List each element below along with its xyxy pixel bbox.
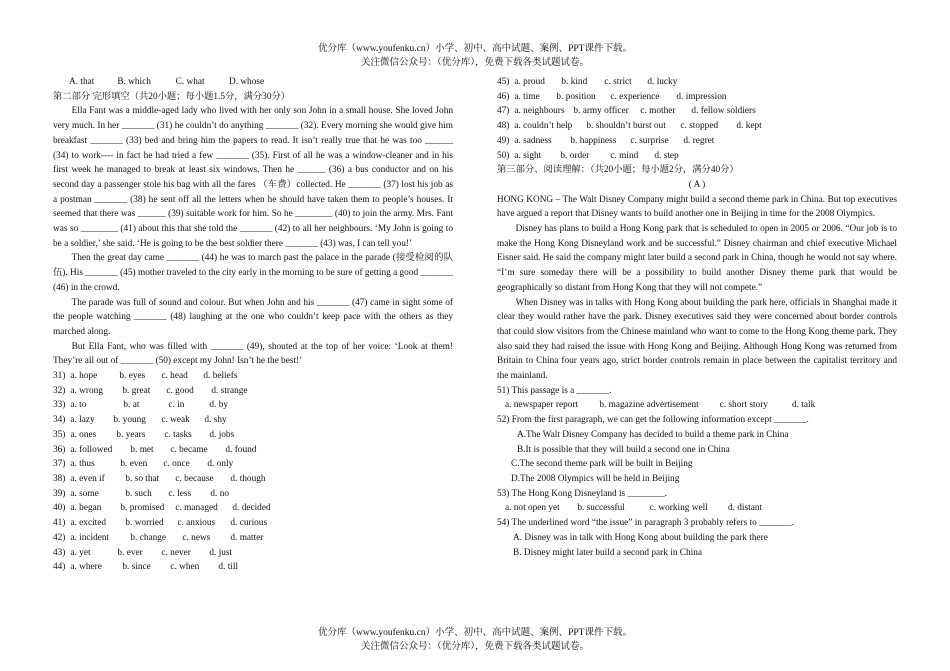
section-2-title: 第二部分 完形填空（共20小题；每小题1.5分，满分30分） [53, 91, 291, 102]
option: B. which [117, 77, 151, 87]
option: a. not open yet [505, 503, 560, 514]
question-52-option-a: A.The Walt Disney Company has decided to build a theme park in China [517, 429, 789, 440]
header-line-2: 关注微信公众号：（优分库），免费下载各类试题试卷。 [360, 58, 589, 68]
question-row: 39) a. some b. such c. less d. no [53, 488, 229, 499]
question-row: 42) a. incident b. change c. news d. matter [53, 532, 264, 543]
page-header [0, 42, 950, 70]
option: d. talk [791, 400, 816, 411]
reading-paragraph-2: Disney has plans to build a Hong Kong park that is scheduled to open in 2005 or 2006. “Our job is to make the Hong Kong Disneyland work and be successful.” Disney chairman and chief executive Michael Eisner said. He said the company might later build a second park in China, though he would not say where. “I’m sure someday there will be a possibility to build another Disney theme park that would be geographically so distant from Hong Kong that they will not compete.” [497, 224, 897, 293]
question-53-options [497, 501, 897, 516]
option: a. newspaper report [505, 400, 579, 411]
question-52: 52) From the first paragraph, we can get the following information except _______. [497, 415, 809, 426]
question-row: 43) a. yet b. ever c. never d. just [53, 547, 233, 558]
section-3-title: 第三部分、阅读理解：（共20小题；每小题2分，满分40分） [497, 165, 739, 176]
question-row: 48) a. couldn’t help b. shouldn’t burst out c. stopped d. kept [497, 121, 762, 132]
left-column [53, 75, 453, 575]
option: c. short story [719, 400, 768, 411]
question-row: 31) a. hope b. eyes c. head d. beliefs [53, 371, 238, 382]
option: b. successful [577, 503, 625, 514]
reading-paragraph-3: When Disney was in talks with Hong Kong about building the park here, officials in Shanghai made it clear they would rather have the park. Disney executives said they were concerned about border controls that could slow visitors from the Chinese mainland who want to come to the Hong Kong theme park. They also said they had raised the issue with Hong Kong and Beijing. Although Hong Kong was returned from Britain to China four years ago, strict border controls remain in place between the capitalist territory and the mainland. [497, 297, 897, 382]
question-row: 45) a. proud b. kind c. strict d. lucky [497, 77, 678, 87]
cloze-question-list [53, 369, 453, 575]
option: b. magazine advertisement [599, 400, 699, 411]
option: C. what [175, 77, 205, 87]
cloze-paragraph-1: Ella Fant was a middle-aged lady who lived with her only son John in a small house. She loved John very much. In her _______ (31) he couldn’t do anything _______ (32). Every morning she would give him breakfast _______ (33) bed and bring him the papers to read. It isn’t really true that he was too ______ (34) to work---- in fact he had tried a few _______ (35). First of all he was a window-cleaner and in his first week he managed to break at least six windows. Then he ______ (36) a bus conductor and on his second day a passenger stole his bag with all the fares （车费）collected. He _______ (37) lost his job as a postman _______ (38) he sent off all the letters when he should have taken them to people’s houses. It seemed that there was ______ (39) suitable work for him. So he ________ (40) to join the army. Mrs. Fant was so ________ (41) about this that she told the _______ (42) to all her neighbours. ‘My John is going to be a soldier,’ she said. ‘He is going to be the best soldier there _______ (43) was, I can tell you!’ [53, 106, 453, 249]
question-row: 44) a. where b. since c. when d. till [53, 562, 239, 573]
question-52-option-c: C.The second theme park will be built in Beijing [511, 459, 693, 470]
question-row: 32) a. wrong b. great c. good d. strange [53, 385, 248, 396]
passage-label: ( A ) [688, 179, 706, 190]
question-row: 38) a. even if b. so that c. because d. though [53, 473, 266, 484]
question-row: 40) a. began b. promised c. managed d. decided [53, 503, 271, 514]
cloze-paragraph-2: Then the great day came _______ (44) he was to march past the palace in the parade (接受检阅的队伍). His _______ (45) mother traveled to the city early in the morning to be sure of getting a good _______ (46) in the crowd. [53, 253, 453, 293]
right-column [497, 75, 897, 560]
footer-line-2: 关注微信公众号：（优分库），免费下载各类试题试卷。 [360, 642, 589, 652]
question-row: 49) a. sadness b. happiness c. surprise d. regret [497, 135, 715, 146]
page-footer [0, 626, 950, 654]
question-51-options [497, 398, 897, 413]
question-51: 51) This passage is a _______. [497, 385, 612, 396]
cloze-paragraph-3: The parade was full of sound and colour. But when John and his _______ (47) came in sight some of the people watching _______ (48) laughing at the one who couldn’t keep pace with the others as they marched along. [53, 297, 453, 337]
question-52-option-d: D.The 2008 Olympics will be held in Beijing [511, 473, 680, 484]
question-row: 36) a. followed b. met c. became d. found [53, 444, 257, 455]
question-row: 47) a. neighbours b. army officer c. mother d. fellow soldiers [497, 106, 756, 117]
question-row: 33) a. to b. at c. in d. by [53, 400, 228, 411]
question-54-option-b: B. Disney might later build a second park in China [513, 547, 703, 558]
question-row: 41) a. excited b. worried c. anxious d. curious [53, 518, 268, 529]
question-54: 54) The underlined word “the issue” in paragraph 3 probably refers to _______. [497, 518, 794, 529]
question-row: 50) a. sight b. order c. mind d. step [497, 150, 679, 161]
question-row: 35) a. ones b. years c. tasks d. jobs [53, 429, 235, 440]
question-row: 34) a. lazy b. young c. weak d. shy [53, 415, 227, 426]
question-54-option-a: A. Disney was in talk with Hong Kong about building the park there [513, 532, 768, 543]
cloze-paragraph-4: But Ella Fant, who was filled with _______ (49), shouted at the top of her voice: ‘Look at them! They’re all out of _______ (50) except my John! Isn’t he the best!’ [53, 341, 453, 367]
question-row: 37) a. thus b. even c. once d. only [53, 459, 234, 470]
reading-paragraph-1: HONG KONG – The Walt Disney Company might build a second theme park in China. But top executives have argued a report that Disney wants to build another one in Beijing in time for the 2008 Olympics. [497, 194, 897, 220]
header-line-1: 优分库（www.youfenku.cn）小学、初中、高中试题、案例、PPT课件下载。 [318, 44, 632, 54]
footer-line-1: 优分库（www.youfenku.cn）小学、初中、高中试题、案例、PPT课件下载。 [318, 628, 632, 638]
option: c. working well [649, 503, 708, 514]
previous-question-options [53, 75, 453, 90]
question-53: 53) The Hong Kong Disneyland is ________. [497, 488, 667, 499]
question-row: 46) a. time b. position c. experience d. impression [497, 91, 727, 102]
option: d. distant [727, 503, 763, 514]
option: D. whose [228, 77, 265, 87]
question-52-option-b: B.It is possible that they will build a second one in China [517, 444, 730, 455]
option: A. that [69, 77, 95, 87]
